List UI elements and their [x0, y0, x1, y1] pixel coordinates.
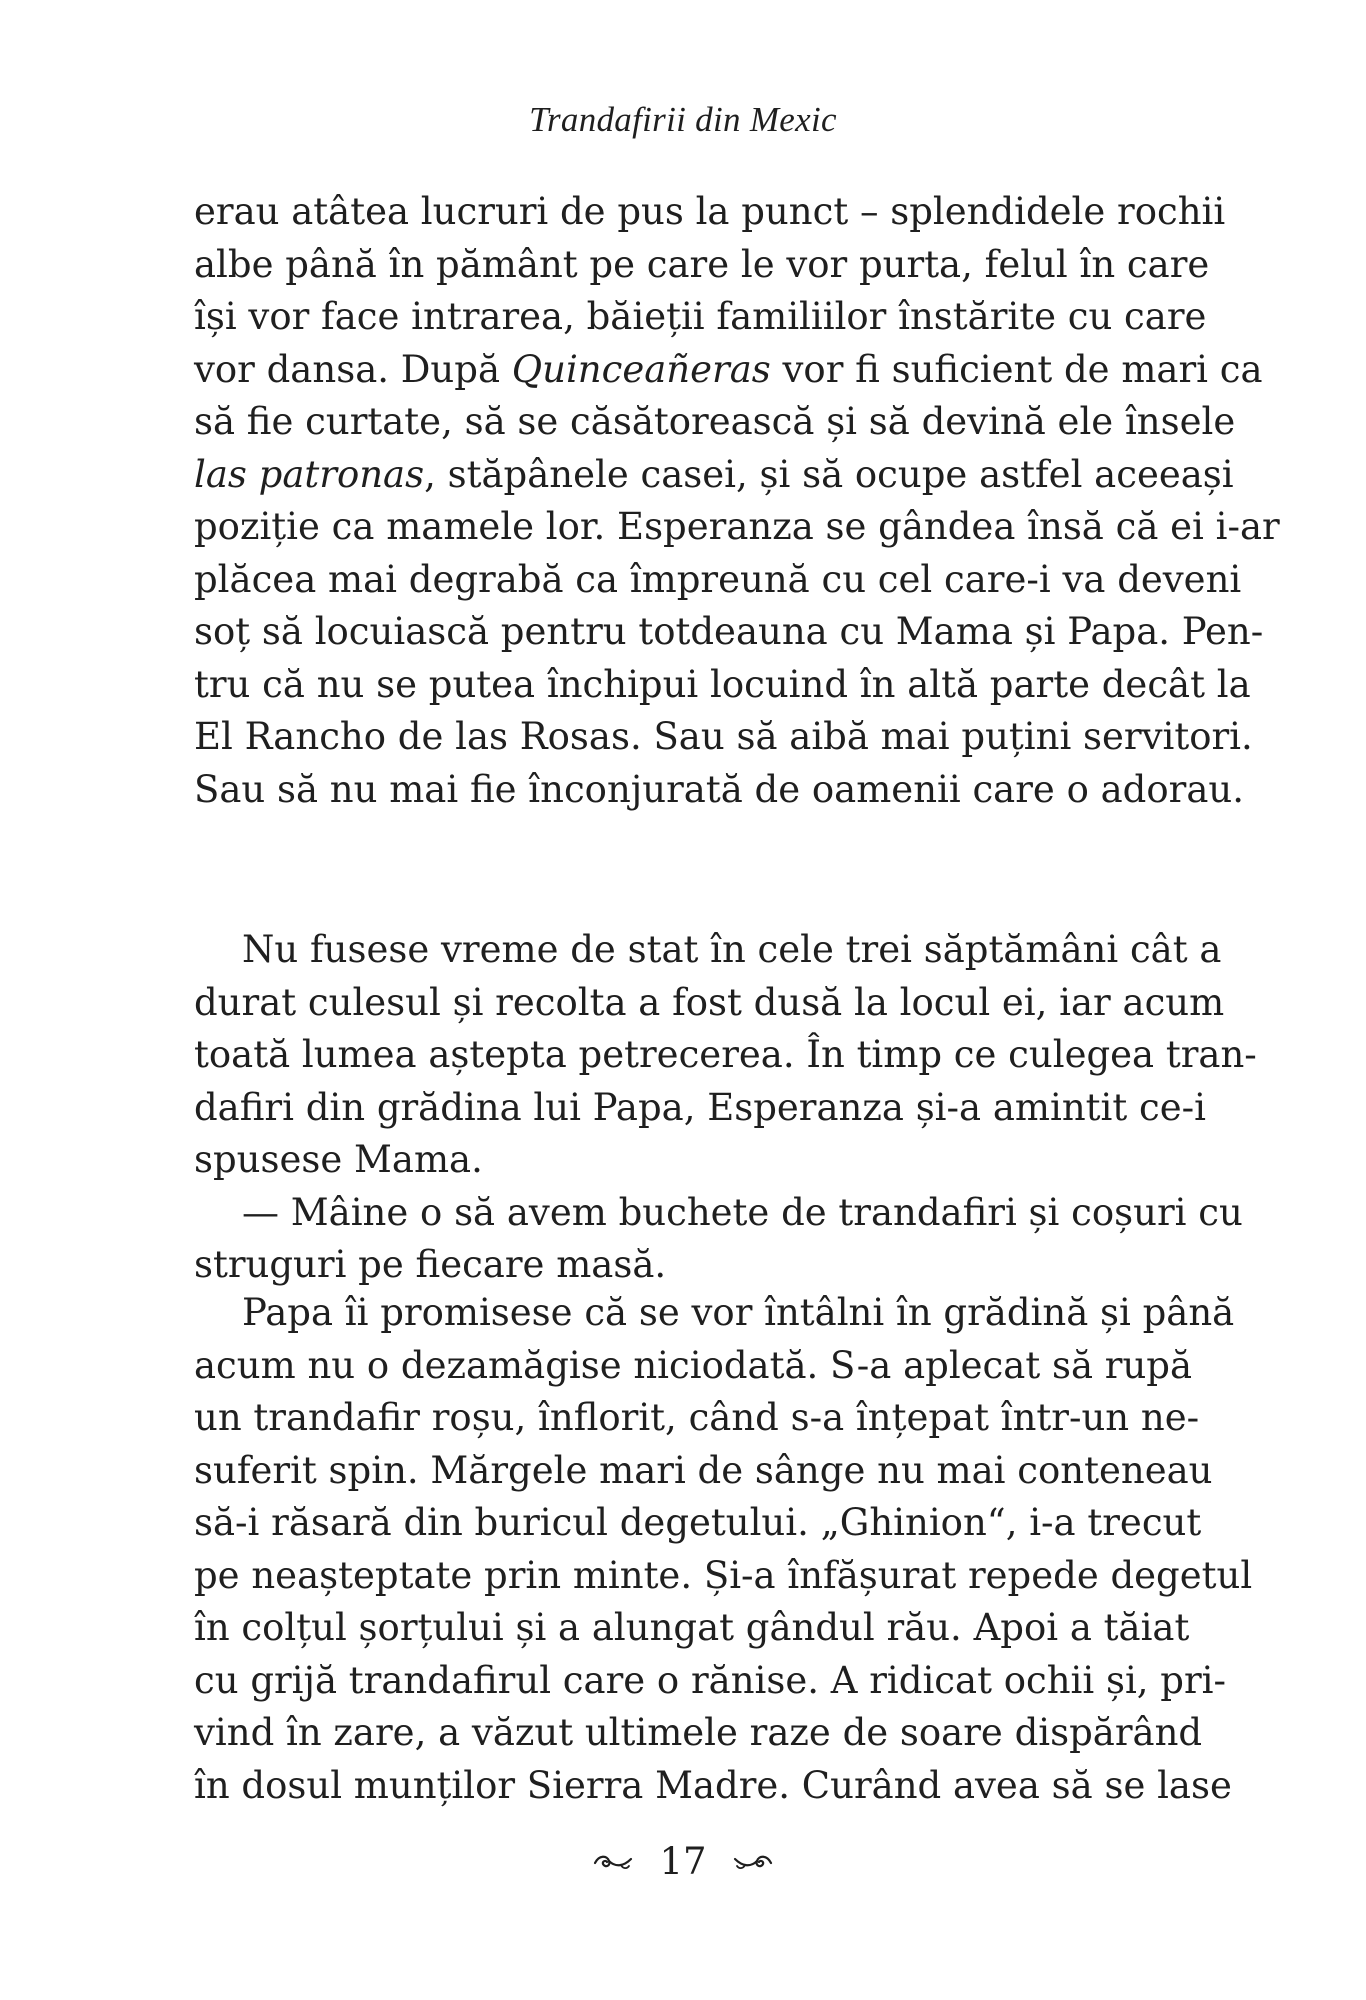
text-line: să-i răsară din buricul degetului. „Ghinion“, i-a trecut — [194, 1501, 1202, 1544]
text-line: soț să locuiască pentru totdeauna cu Mama și Papa. Pen- — [194, 610, 1264, 653]
text-line: durat culesul și recolta a fost dusă la locul ei, iar acum — [194, 980, 1225, 1024]
right-fleuron-icon — [733, 1851, 773, 1873]
text-line: vor dansa. După Quinceañeras vor fi suficient de mari ca — [194, 347, 1263, 391]
text-line: cu grijă trandafirul care o rănise. A ridicat ochii și, pri- — [194, 1658, 1227, 1702]
text-line: pe neașteptate prin minte. Și-a înfășurat repede degetul — [194, 1553, 1253, 1597]
text-line: Papa îi promisese că se vor întâlni în grădină și până — [242, 1291, 1235, 1334]
paragraph-2 — [194, 924, 1257, 1292]
text-line: Sau să nu mai fie înconjurată de oamenii care o adorau. — [194, 767, 1244, 811]
text-line: plăcea mai degrabă ca împreună cu cel care-i va deveni — [194, 557, 1242, 601]
text-line: în colțul șorțului și a alungat gândul rău. Apoi a tăiat — [194, 1606, 1190, 1649]
left-fleuron-icon — [593, 1851, 633, 1873]
italic-term: las patronas — [194, 452, 425, 496]
text-line: albe până în pământ pe care le vor purta, felul în care — [194, 242, 1210, 286]
running-header: Trandafirii din Mexic — [529, 100, 837, 139]
text-line: tru că nu se putea închipui locuind în altă parte decât la — [194, 662, 1251, 706]
dialogue-line: — Mâine o să avem buchete de trandafiri și coșuri cu — [242, 1190, 1243, 1234]
text-line: suferit spin. Mărgele mari de sânge nu mai conteneau — [194, 1448, 1213, 1492]
text-line: dafiri din grădina lui Papa, Esperanza și-a amintit ce-i — [194, 1085, 1206, 1129]
text-line: poziție ca mamele lor. Esperanza se gândea însă că ei i-ar — [194, 505, 1280, 548]
text-line: să fie curtate, să se căsătorească și să devină ele însele — [194, 400, 1236, 443]
text-line: Nu fusese vreme de stat în cele trei săptămâni cât a — [242, 928, 1222, 971]
text-line: las patronas, stăpânele casei, și să ocupe astfel aceeași — [194, 452, 1234, 496]
text-line: struguri pe fiecare masă. — [194, 1243, 667, 1286]
text-line: acum nu o dezamăgise niciodată. S-a aplecat să rupă — [194, 1343, 1193, 1387]
text-line: vind în zare, a văzut ultimele raze de soare dispărând — [194, 1711, 1203, 1754]
paragraph-3 — [194, 1287, 1253, 1812]
text-line: El Rancho de las Rosas. Sau să aibă mai puțini servitori. — [194, 715, 1253, 758]
text-line: în dosul munților Sierra Madre. Curând avea să se lase — [194, 1763, 1232, 1807]
text-line: toată lumea aștepta petrecerea. În timp ce culegea tran- — [194, 1033, 1257, 1076]
page-number: 17 — [659, 1840, 707, 1883]
paragraph-1 — [194, 186, 1280, 816]
text-line: își vor face intrarea, băieții familiilor înstărite cu care — [194, 295, 1207, 338]
text-line: erau atâtea lucruri de pus la punct – splendidele rochii — [194, 190, 1226, 233]
page-footer — [0, 1840, 1366, 1884]
text-line: un trandafir roșu, înflorit, când s-a înțepat într-un ne- — [194, 1396, 1200, 1439]
italic-term: Quinceañeras — [511, 347, 771, 391]
text-line: spusese Mama. — [194, 1138, 483, 1181]
